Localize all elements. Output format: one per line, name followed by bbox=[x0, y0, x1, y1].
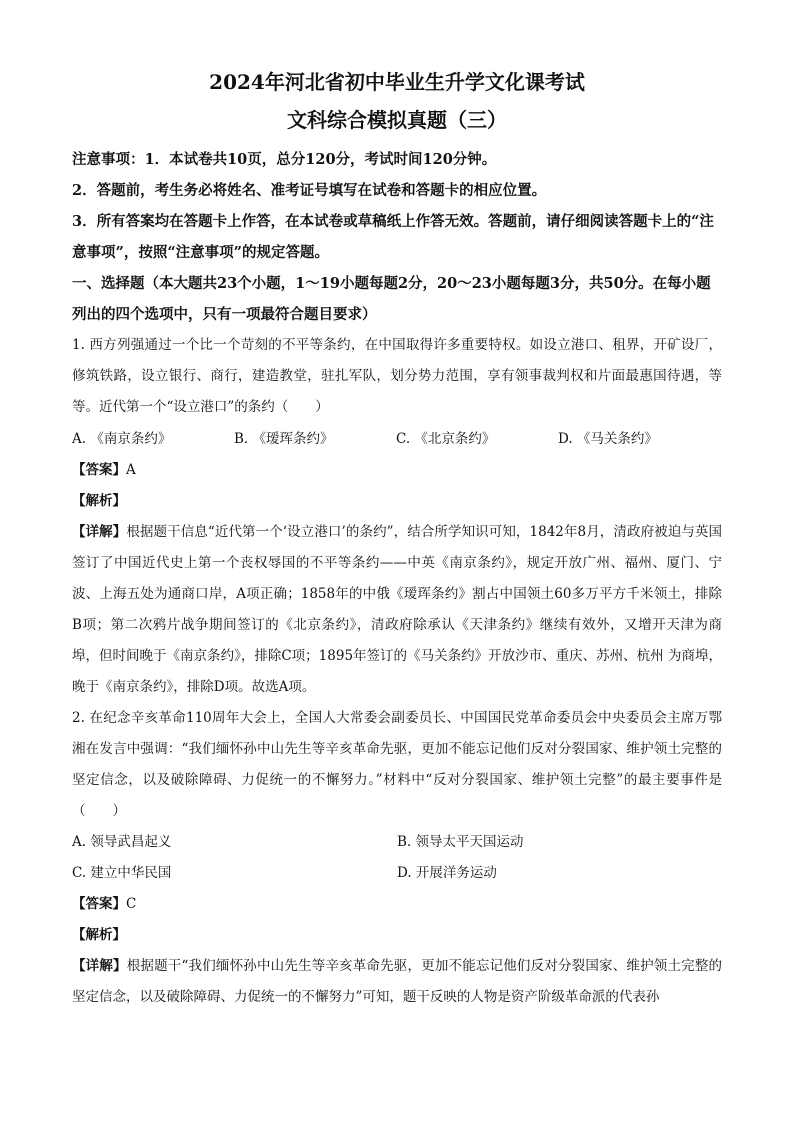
notice-item: 注意事项：1．本试卷共10页，总分120分，考试时间120分钟。 bbox=[72, 151, 497, 168]
answer-value: C bbox=[126, 896, 137, 912]
analysis-label: 【解析】 bbox=[72, 927, 126, 943]
question-stem: 2. 在纪念辛亥革命110周年大会上，全国人大常委会副委员长、中国国民党革命委员会中央委员会主席万鄂湘在发言中强调：“我们缅怀孙中山先生等辛亥革命先驱，更加不能忘记他们反对分裂国家、维护领土完整的坚定信念，以及破除障碍、力促统一的不懈努力。”材料中“反对分裂国家、维护领土完整”的最主要事件是（ ） bbox=[72, 710, 722, 819]
analysis-line bbox=[72, 486, 722, 517]
notice-item: 2．答题前，考生务必将姓名、准考证号填写在试卷和答题卡的相应位置。 bbox=[72, 182, 547, 199]
option-a: A. 领导武昌起义 bbox=[72, 834, 172, 850]
answer-value: A bbox=[126, 462, 136, 478]
question-stem: 1. 西方列强通过一个比一个苛刻的不平等条约，在中国取得许多重要特权。如设立港口、租界，开矿设厂，修筑铁路，设立银行、商行，建造教堂，驻扎军队，划分势力范围，享有领事裁判权和片面最惠国待遇，等等。近代第一个“设立港口”的条约（ ） bbox=[72, 337, 722, 415]
notice-item: 3．所有答案均在答题卡上作答，在本试卷或草稿纸上作答无效。答题前，请仔细阅读答题卡上的“注意事项”，按照“注意事项”的规定答题。 bbox=[72, 213, 714, 261]
detail-paragraph bbox=[72, 951, 722, 1013]
answer-label: 【答案】 bbox=[72, 896, 126, 912]
exam-subtitle: 文科综合模拟真题（三） bbox=[287, 108, 507, 132]
option-list bbox=[72, 827, 722, 858]
analysis-line bbox=[72, 920, 722, 951]
option-d: D. 《马关条约》 bbox=[558, 431, 658, 447]
option-list bbox=[72, 858, 722, 889]
option-list bbox=[72, 423, 722, 455]
detail-text: 根据题干信息“近代第一个‘设立港口’的条约”，结合所学知识可知，1842年8月，清政府被迫与英国签订了中国近代史上第一个丧权辱国的不平等条约——中英《南京条约》，规定开放广州、福州、厦门、宁波、上海五处为通商口岸，A项正确；1858年的中俄《瑷珲条约》割占中国领土60多万平方千米领土，排除B项；第二次鸦片战争期间签订的《北京条约》，清政府除承认《天津条约》继续有效外，又增开天津为商埠，但时间晚于《南京条约》，排除C项；1895年签订的《马关条约》开放沙市、重庆、苏州、杭州 为商埠，晚于《南京条约》，排除D项。故选A项。 bbox=[72, 524, 722, 695]
question-2 bbox=[72, 703, 722, 1013]
question-1 bbox=[72, 330, 722, 703]
exam-title: 2024年河北省初中毕业生升学文化课考试 bbox=[209, 70, 585, 94]
answer-label: 【答案】 bbox=[72, 462, 126, 478]
option-b: B. 领导太平天国运动 bbox=[397, 834, 524, 850]
answer-line bbox=[72, 889, 722, 920]
option-a: A. 《南京条约》 bbox=[72, 431, 172, 447]
option-d: D. 开展洋务运动 bbox=[397, 865, 497, 881]
notice-block bbox=[72, 144, 722, 268]
option-b: B. 《瑷珲条约》 bbox=[234, 431, 334, 447]
detail-text: 根据题干“我们缅怀孙中山先生等辛亥革命先驱，更加不能忘记他们反对分裂国家、维护领土完整的坚定信念，以及破除障碍、力促统一的不懈努力”可知，题干反映的人物是资产阶级革命派的代表孙 bbox=[72, 958, 722, 1005]
analysis-label: 【解析】 bbox=[72, 493, 126, 509]
answer-line bbox=[72, 455, 722, 486]
section-heading: 一、选择题（本大题共23个小题，1～19小题每题2分，20～23小题每题3分，共50分。在每小题列出的四个选项中，只有一项最符合题目要求） bbox=[72, 275, 711, 323]
detail-paragraph bbox=[72, 517, 722, 703]
option-c: C. 《北京条约》 bbox=[396, 431, 496, 447]
detail-label: 【详解】 bbox=[72, 524, 127, 540]
option-c: C. 建立中华民国 bbox=[72, 865, 172, 881]
detail-label: 【详解】 bbox=[72, 958, 127, 974]
